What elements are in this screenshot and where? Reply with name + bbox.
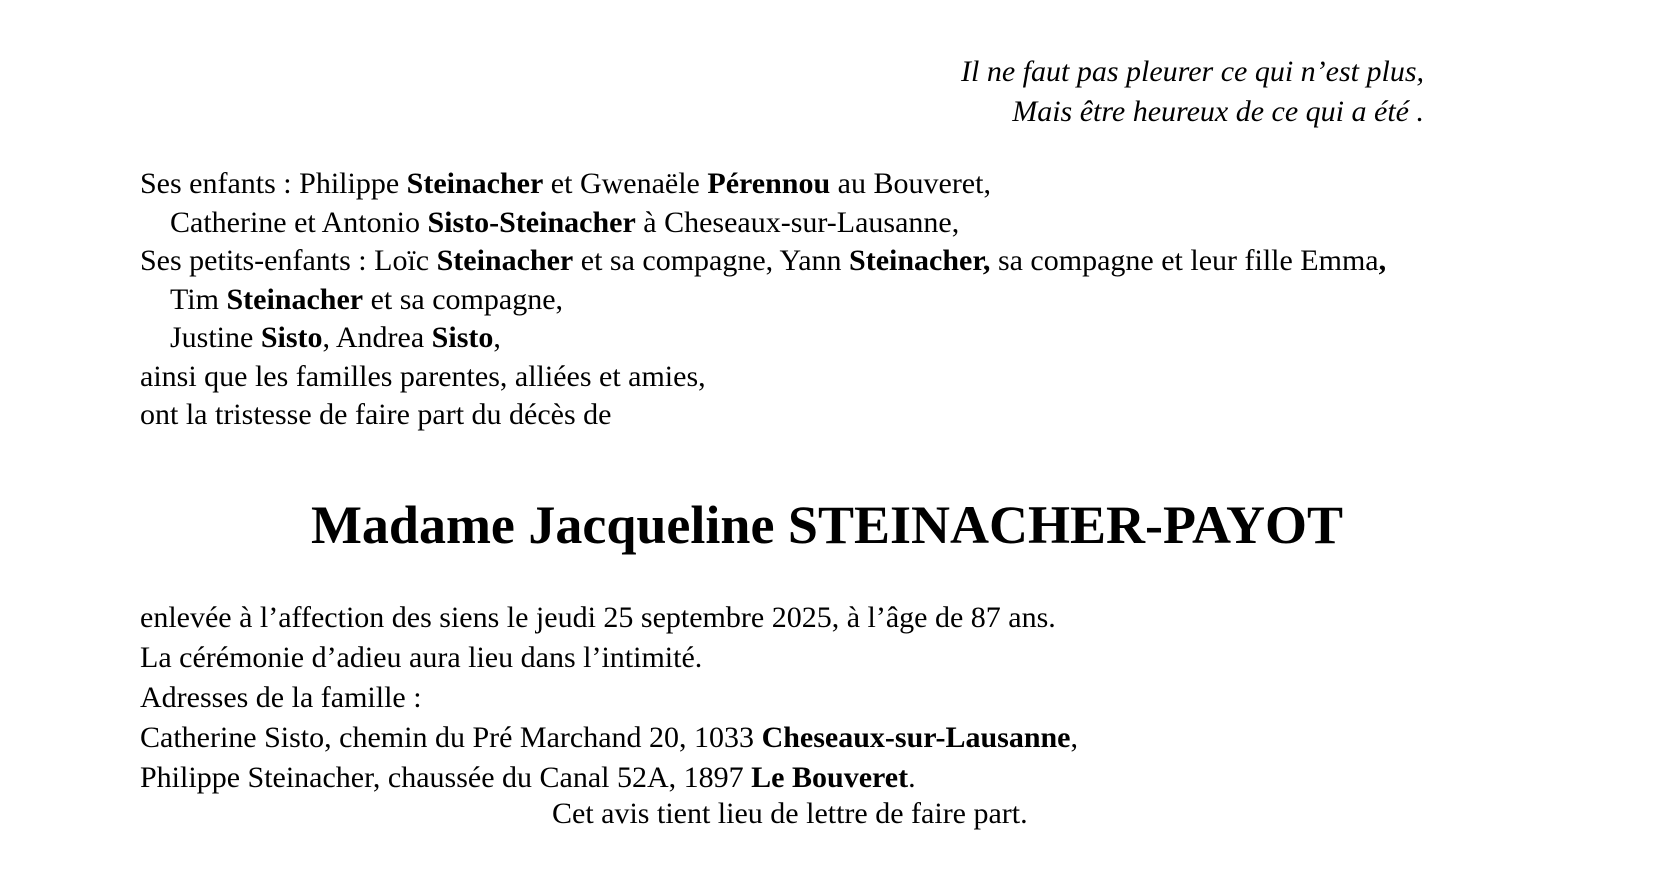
- bold-name-segment: Steinacher,: [849, 244, 991, 277]
- notice-line: [140, 396, 1386, 435]
- notice-line: [140, 242, 1386, 281]
- epigraph: [961, 52, 1424, 132]
- text-segment: enlevée à l’affection des siens le jeudi 25 septembre 2025, à l’âge de 87 ans.: [140, 601, 1056, 634]
- notice-line: [140, 319, 1386, 358]
- bold-name-segment: Steinacher: [226, 282, 364, 316]
- text-segment: et sa compagne, Yann: [573, 244, 850, 277]
- text-segment: Justine: [170, 321, 261, 354]
- deceased-name-title: Madame Jacqueline STEINACHER-PAYOT: [310, 495, 1344, 555]
- bold-name-segment: Cheseaux-sur-Lausanne: [761, 721, 1071, 754]
- notice-line: [140, 281, 1386, 320]
- closing-line: Cet avis tient lieu de lettre de faire part.: [552, 797, 1028, 830]
- bold-name-segment: Le Bouveret: [751, 761, 909, 794]
- text-segment: Philippe Steinacher, chaussée du Canal 52A, 1897: [140, 761, 752, 794]
- notice-details: [140, 598, 1078, 798]
- bold-name-segment: Sisto: [260, 321, 323, 354]
- text-segment: Catherine et Antonio: [170, 205, 428, 239]
- text-segment: Ses enfants : Philippe: [140, 167, 407, 200]
- text-segment: La cérémonie d’adieu aura lieu dans l’intimité.: [140, 641, 703, 674]
- text-segment: Adresses de la famille :: [140, 681, 422, 714]
- notice-line: [140, 598, 1078, 638]
- text-segment: à Cheseaux-sur-Lausanne,: [635, 205, 960, 239]
- text-segment: et Gwenaële: [543, 167, 708, 200]
- bold-name-segment: Steinacher: [406, 167, 544, 200]
- bold-name-segment: ,: [1378, 244, 1387, 277]
- notice-line: [140, 678, 1078, 718]
- bold-name-segment: Sisto-Steinacher: [427, 205, 636, 239]
- text-segment: ,: [493, 321, 501, 354]
- text-segment: Ses petits-enfants : Loïc: [140, 244, 437, 277]
- text-segment: Tim: [170, 282, 227, 316]
- text-segment: , Andrea: [322, 321, 432, 354]
- notice-line: [140, 638, 1078, 678]
- notice-line: [140, 165, 1386, 204]
- family-announcement: [140, 165, 1386, 435]
- text-segment: ont la tristesse de faire part du décès de: [140, 398, 612, 431]
- notice-line: [140, 758, 1078, 798]
- bold-name-segment: Pérennou: [707, 167, 831, 200]
- text-segment: et sa compagne,: [363, 282, 564, 316]
- text-segment: .: [908, 761, 916, 794]
- text-segment: Catherine Sisto, chemin du Pré Marchand 20, 1033: [140, 721, 762, 754]
- text-segment: ,: [1070, 721, 1078, 754]
- epigraph-line-1: Il ne faut pas pleurer ce qui n’est plus,: [961, 55, 1424, 88]
- text-segment: ainsi que les familles parentes, alliées et amies,: [140, 359, 706, 393]
- notice-line: [140, 718, 1078, 758]
- epigraph-line-2: Mais être heureux de ce qui a été .: [1012, 95, 1424, 128]
- notice-line: [140, 358, 1386, 397]
- notice-line: [140, 204, 1386, 243]
- text-segment: sa compagne et leur fille Emma: [990, 244, 1379, 277]
- bold-name-segment: Steinacher: [436, 244, 574, 277]
- text-segment: au Bouveret,: [830, 167, 991, 200]
- bold-name-segment: Sisto: [431, 321, 494, 354]
